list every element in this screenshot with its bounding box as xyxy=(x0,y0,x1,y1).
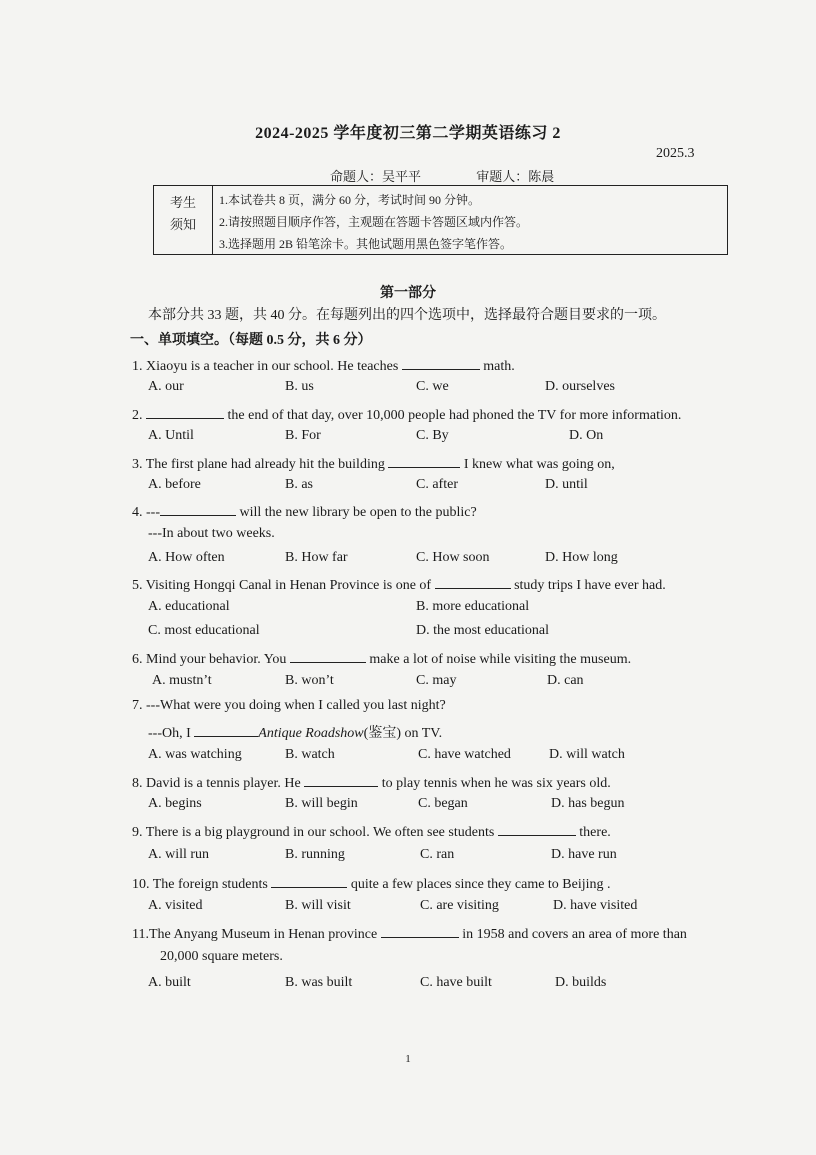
question-7: 7. ---What were you doing when I called you last night? xyxy=(132,698,446,713)
question-5: 5. Visiting Hongqi Canal in Henan Province is one of study trips I have ever had. xyxy=(132,574,666,594)
option: B. will visit xyxy=(285,898,351,913)
question-3: 3. The first plane had already hit the building I knew what was going on, xyxy=(132,453,615,473)
answer-blank xyxy=(381,923,459,938)
answer-blank xyxy=(304,772,378,787)
question-9: 9. There is a big playground in our school. We often see students there. xyxy=(132,821,611,841)
part-intro: 本部分共 33 题，共 40 分。在每题列出的四个选项中，选择最符合题目要求的一项。 xyxy=(148,308,666,323)
option: C. ran xyxy=(420,847,455,862)
option: C. have built xyxy=(420,975,492,990)
page-number: 1 xyxy=(405,1053,411,1065)
answer-blank xyxy=(402,355,480,370)
notice-item: 1.本试卷共 8 页，满分 60 分，考试时间 90 分钟。 xyxy=(219,193,481,207)
option: D. builds xyxy=(555,975,607,990)
question-11-continued: 20,000 square meters. xyxy=(160,949,283,964)
option: B. running xyxy=(285,847,345,862)
option: D. ourselves xyxy=(545,379,615,394)
option: A. visited xyxy=(148,898,203,913)
option: D. has begun xyxy=(551,796,625,811)
authors-line xyxy=(330,166,606,185)
candidate-notice-box xyxy=(153,185,728,255)
question-8: 8. David is a tennis player. He to play tennis when he was six years old. xyxy=(132,772,611,792)
question-10: 10. The foreign students quite a few places since they came to Beijing . xyxy=(132,873,611,893)
option: D. have visited xyxy=(553,898,638,913)
option: D. have run xyxy=(551,847,617,862)
option: D. will watch xyxy=(549,747,625,762)
question-4-response: ---In about two weeks. xyxy=(148,526,275,541)
option: C. after xyxy=(416,477,458,492)
exam-date: 2025.3 xyxy=(656,146,695,161)
option: B. How far xyxy=(285,550,348,565)
option: A. before xyxy=(148,477,201,492)
notice-item: 2.请按照题目顺序作答，主观题在答题卡答题区域内作答。 xyxy=(219,215,529,229)
option: D. until xyxy=(545,477,588,492)
notice-items xyxy=(213,186,528,254)
option: A. How often xyxy=(148,550,225,565)
option: B. was built xyxy=(285,975,353,990)
option: C. may xyxy=(416,673,457,688)
option: A. educational xyxy=(148,599,230,614)
author: 命题人：吴平平 xyxy=(330,169,422,184)
option: C. By xyxy=(416,428,449,443)
option: C. are visiting xyxy=(420,898,499,913)
question-6: 6. Mind your behavior. You make a lot of noise while visiting the museum. xyxy=(132,648,631,668)
option: A. was watching xyxy=(148,747,242,762)
option: C. we xyxy=(416,379,449,394)
option: B. more educational xyxy=(416,599,530,614)
option: D. How long xyxy=(545,550,618,565)
answer-blank xyxy=(498,821,576,836)
option: D. On xyxy=(569,428,604,443)
answer-blank xyxy=(146,404,224,419)
answer-blank xyxy=(160,501,236,516)
option: C. most educational xyxy=(148,623,260,638)
question-7-response: ---Oh, I Antique Roadshow(鉴宝) on TV. xyxy=(148,722,442,742)
question-4: 4. --- will the new library be open to the public? xyxy=(132,501,477,521)
option: C. How soon xyxy=(416,550,490,565)
answer-blank xyxy=(194,722,258,737)
option: C. have watched xyxy=(418,747,511,762)
answer-blank xyxy=(271,873,347,888)
option: C. began xyxy=(418,796,468,811)
part-title: 第一部分 xyxy=(380,286,436,301)
option: A. mustn’t xyxy=(152,673,212,688)
option: A. our xyxy=(148,379,184,394)
option: B. as xyxy=(285,477,313,492)
option: B. will begin xyxy=(285,796,358,811)
notice-label: 考生 须知 xyxy=(154,186,213,254)
reviewer: 审题人：陈晨 xyxy=(476,169,555,184)
option: A. will run xyxy=(148,847,210,862)
option: A. built xyxy=(148,975,191,990)
option: B. watch xyxy=(285,747,335,762)
option: D. the most educational xyxy=(416,623,549,638)
option: D. can xyxy=(547,673,584,688)
option: B. For xyxy=(285,428,321,443)
question-2: 2. the end of that day, over 10,000 people had phoned the TV for more information. xyxy=(132,404,681,424)
exam-title: 2024-2025 学年度初三第二学期英语练习 2 xyxy=(255,125,561,142)
answer-blank xyxy=(435,574,511,589)
notice-item: 3.选择题用 2B 铅笔涂卡。其他试题用黑色签字笔作答。 xyxy=(219,237,513,251)
answer-blank xyxy=(290,648,366,663)
question-1: 1. Xiaoyu is a teacher in our school. He teaches math. xyxy=(132,355,515,375)
question-11: 11.The Anyang Museum in Henan province in 1958 and covers an area of more than xyxy=(132,923,687,943)
option: B. won’t xyxy=(285,673,334,688)
option: A. Until xyxy=(148,428,194,443)
answer-blank xyxy=(388,453,460,468)
section-heading: 一、单项填空。（每题 0.5 分，共 6 分） xyxy=(130,333,372,348)
option: B. us xyxy=(285,379,314,394)
option: A. begins xyxy=(148,796,202,811)
